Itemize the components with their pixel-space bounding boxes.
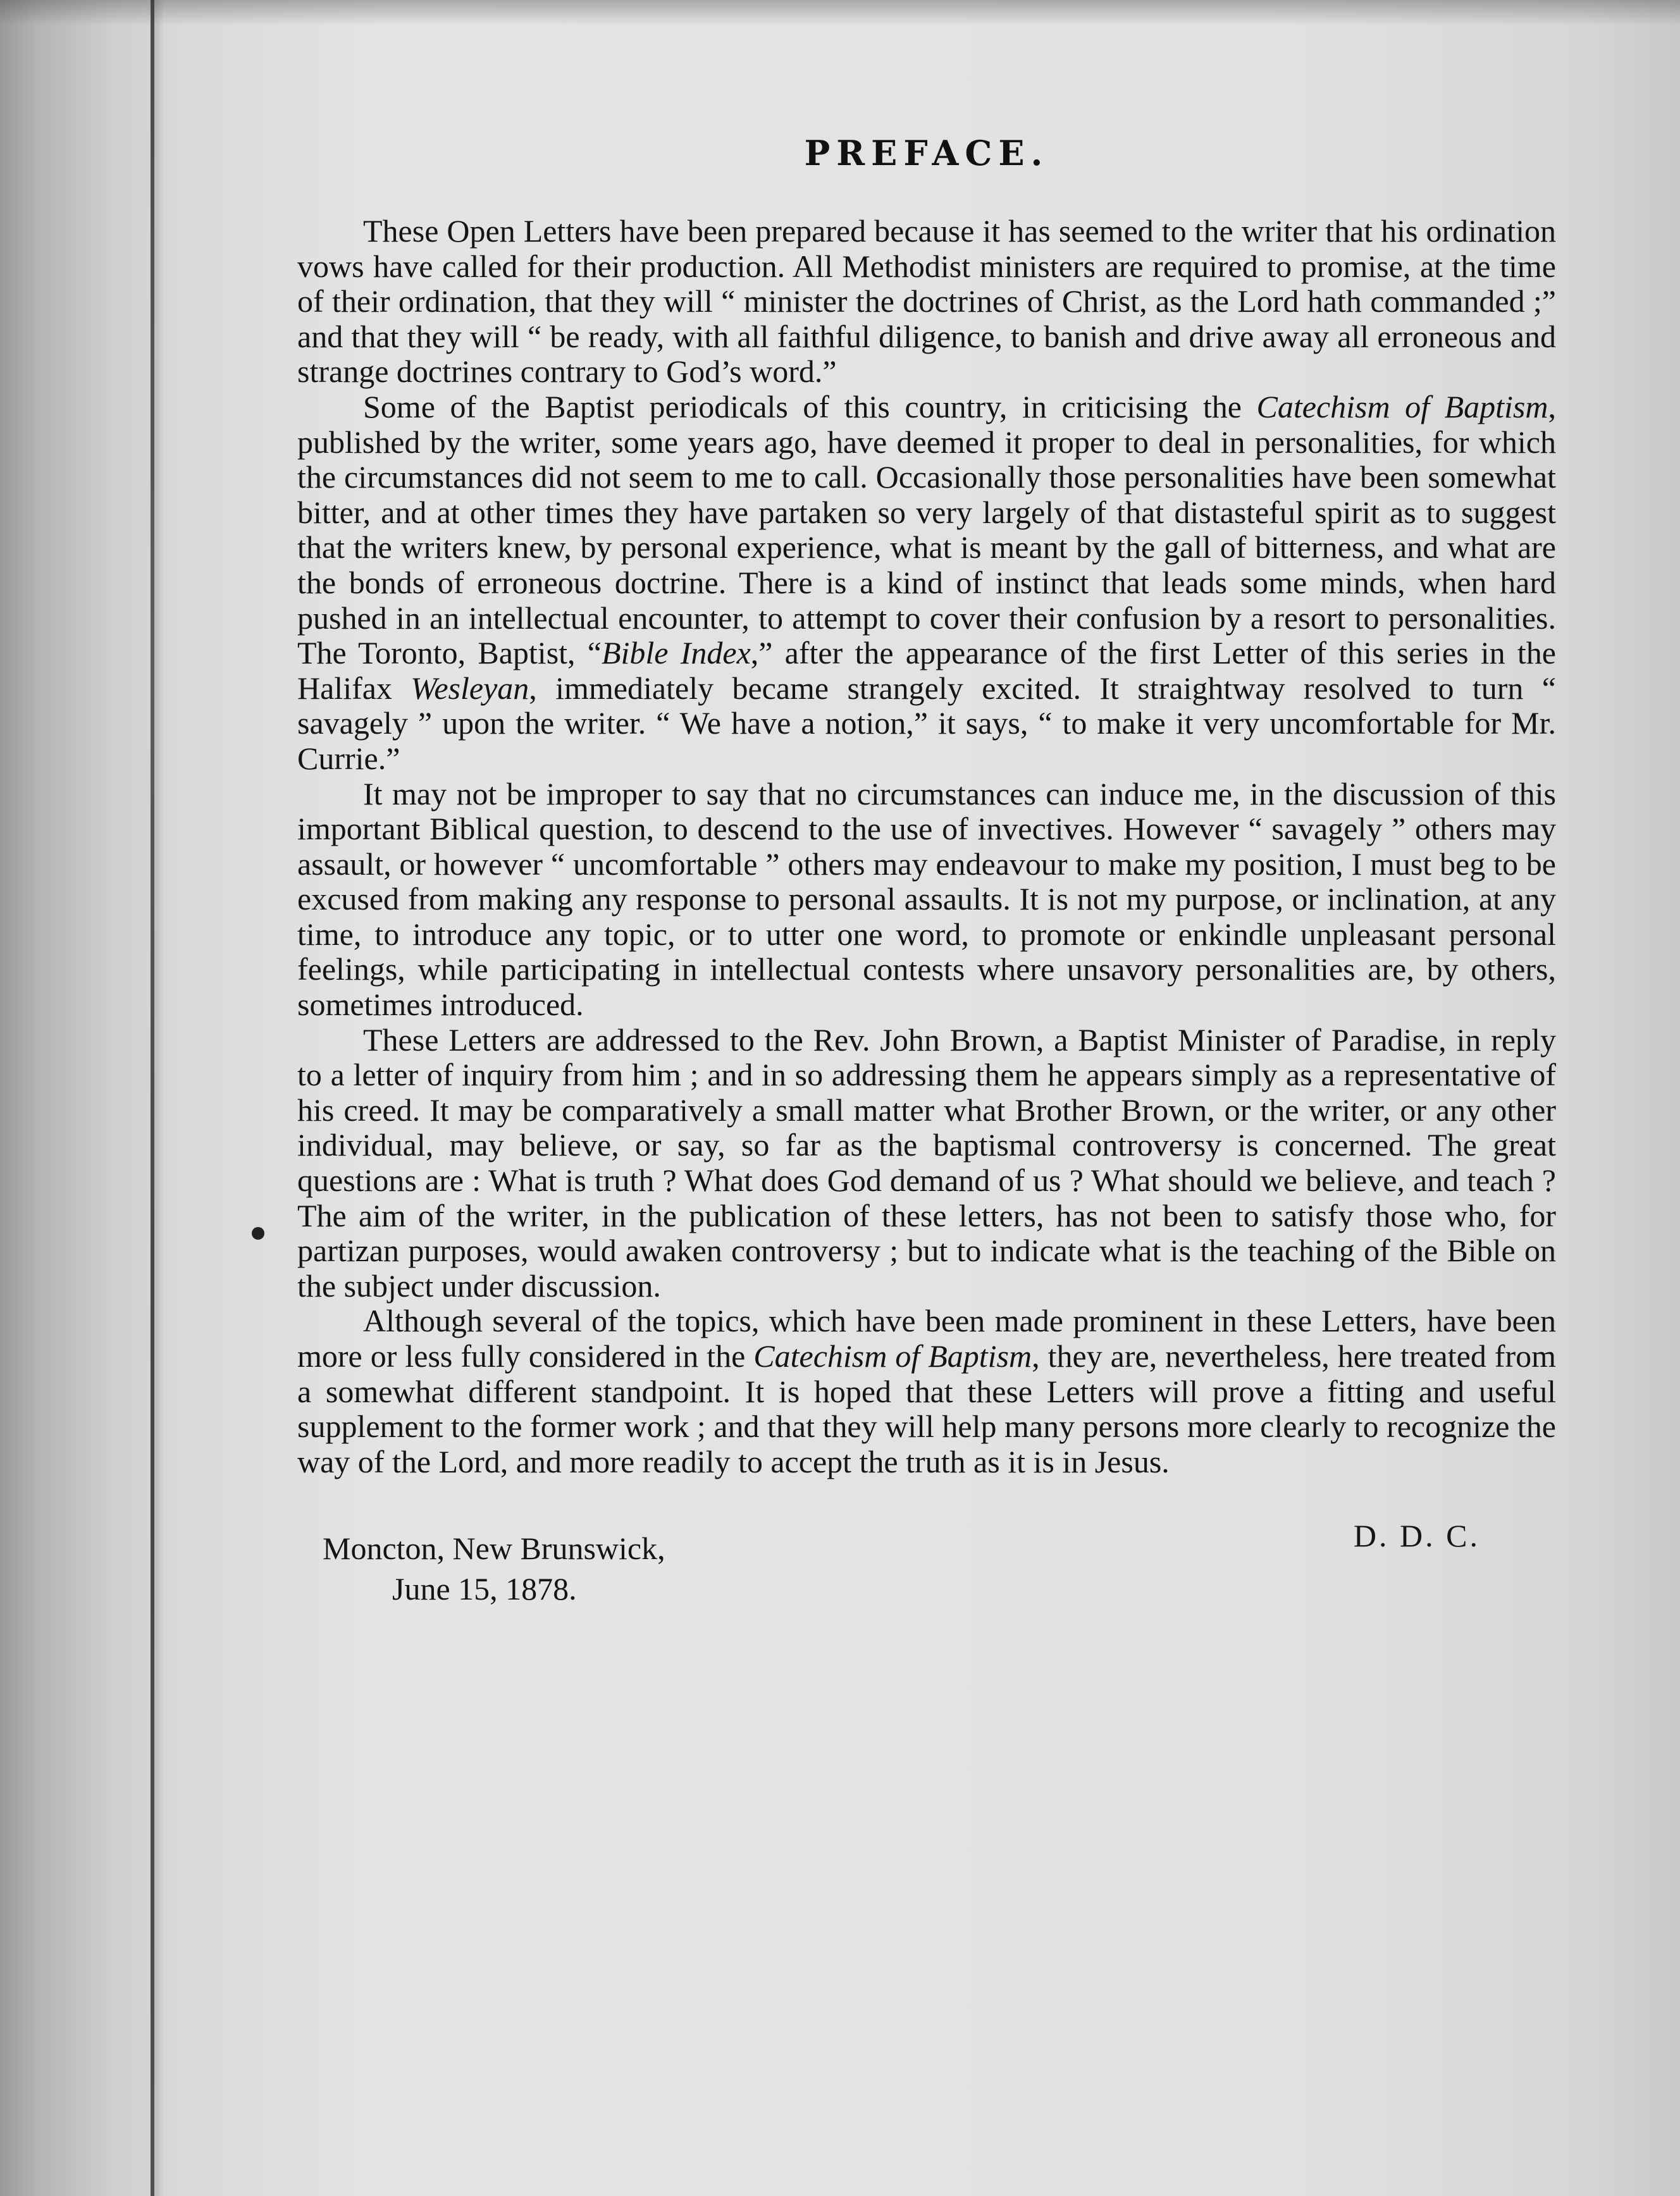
paragraph-text: Although several of the topics, which have been made prominent in these Letters, have been more or less fully considered in the	[297, 1303, 1556, 1374]
preface-body	[297, 214, 1556, 1479]
preface-paragraph	[297, 1023, 1556, 1304]
signoff-date: June 15, 1878.	[392, 1571, 577, 1607]
preface-paragraph	[297, 1304, 1556, 1479]
italic-title-text: Bible Index	[601, 635, 751, 671]
ink-blot-mark	[252, 1227, 264, 1240]
paragraph-text: , published by the writer, some years ago, have deemed it proper to deal in personalities, for which the circumstances did not seem to me to call. Occasionally those personalities have been somewhat bitter, and at other times they have partaken so very largely of that distasteful spirit as to suggest that the writers knew, by personal experience, what is meant by the gall of bitterness, and what are the bonds of erroneous doctrine. There is a kind of instinct that leads some minds, when hard pushed in an intellectual encounter, to attempt to cover their confusion by a resort to personalities. The Toronto, Baptist, “	[297, 388, 1556, 671]
paragraph-text: ,” after the appearance of the first Letter of this series in the Halifax	[297, 635, 1556, 706]
preface-paragraph	[297, 777, 1556, 1023]
scan-top-shadow	[0, 0, 1680, 25]
signoff-place: Moncton, New Brunswick,	[323, 1531, 665, 1567]
signoff-initials: D. D. C.	[1353, 1518, 1480, 1554]
signoff-block	[297, 1517, 1556, 1619]
page-heading: PREFACE.	[804, 133, 1049, 173]
paragraph-text: These Letters are addressed to the Rev. John Brown, a Baptist Minister of Paradise, in reply to a letter of inquiry from him ; and in so addressing them he appears simply as a representative of his creed. It may be comparatively a small matter what Brother Brown, or the writer, or any other individual, may believe, or say, so far as the baptismal controversy is concerned. The great questions are : What is truth ? What does God demand of us ? What should we believe, and teach ? The aim of the writer, in the publication of these letters, has not been to satisfy those who, for partizan purposes, would awaken controversy ; but to indicate what is the teaching of the Bible on the subject under discussion.	[297, 1021, 1556, 1304]
paragraph-text: , immediately became strangely excited. It straightway resolved to turn “ savagely ” upon the writer. “ We have a notion,” it says, “ to make it very uncomfortable for Mr. Currie.”	[297, 670, 1556, 776]
paragraph-text: , they are, nevertheless, here treated from a somewhat different standpoint. It is hoped that these Letters will prove a fitting and useful supplement to the former work ; and that they will help many persons more clearly to recognize the way of the Lord, and more readily to accept the truth as it is in Jesus.	[297, 1338, 1556, 1479]
paragraph-text: Some of the Baptist periodicals of this country, in criticising the	[363, 388, 1257, 424]
preface-paragraph	[297, 390, 1556, 777]
paragraph-text: It may not be improper to say that no circumstances can induce me, in the discussion of this important Biblical question, to descend to the use of invectives. However “ savagely ” others may assault, or however “ uncomfortable ” others may endeavour to make my position, I must beg to be excused from making any response to personal assaults. It is not my purpose, or inclination, at any time, to introduce any topic, or to utter one word, to promote or enkindle unpleasant personal feelings, while participating in intellectual contests where unsavory personalities are, by others, sometimes introduced.	[297, 775, 1556, 1023]
paragraph-text: These Open Letters have been prepared because it has seemed to the writer that his ordination vows have called for their production. All Methodist ministers are required to promise, at the time of their ordination, that they will “ minister the doctrines of Christ, as the Lord hath commanded ;” and that they will “ be ready, with all faithful diligence, to banish and drive away all erroneous and strange doctrines contrary to God’s word.”	[297, 213, 1556, 390]
italic-title-text: Wesleyan	[411, 670, 529, 706]
italic-title-text: Catechism of Baptism	[753, 1338, 1032, 1374]
binding-fold-line	[151, 0, 154, 2196]
italic-title-text: Catechism of Baptism	[1256, 388, 1548, 424]
preface-paragraph	[297, 214, 1556, 390]
preface-page	[297, 133, 1556, 2157]
